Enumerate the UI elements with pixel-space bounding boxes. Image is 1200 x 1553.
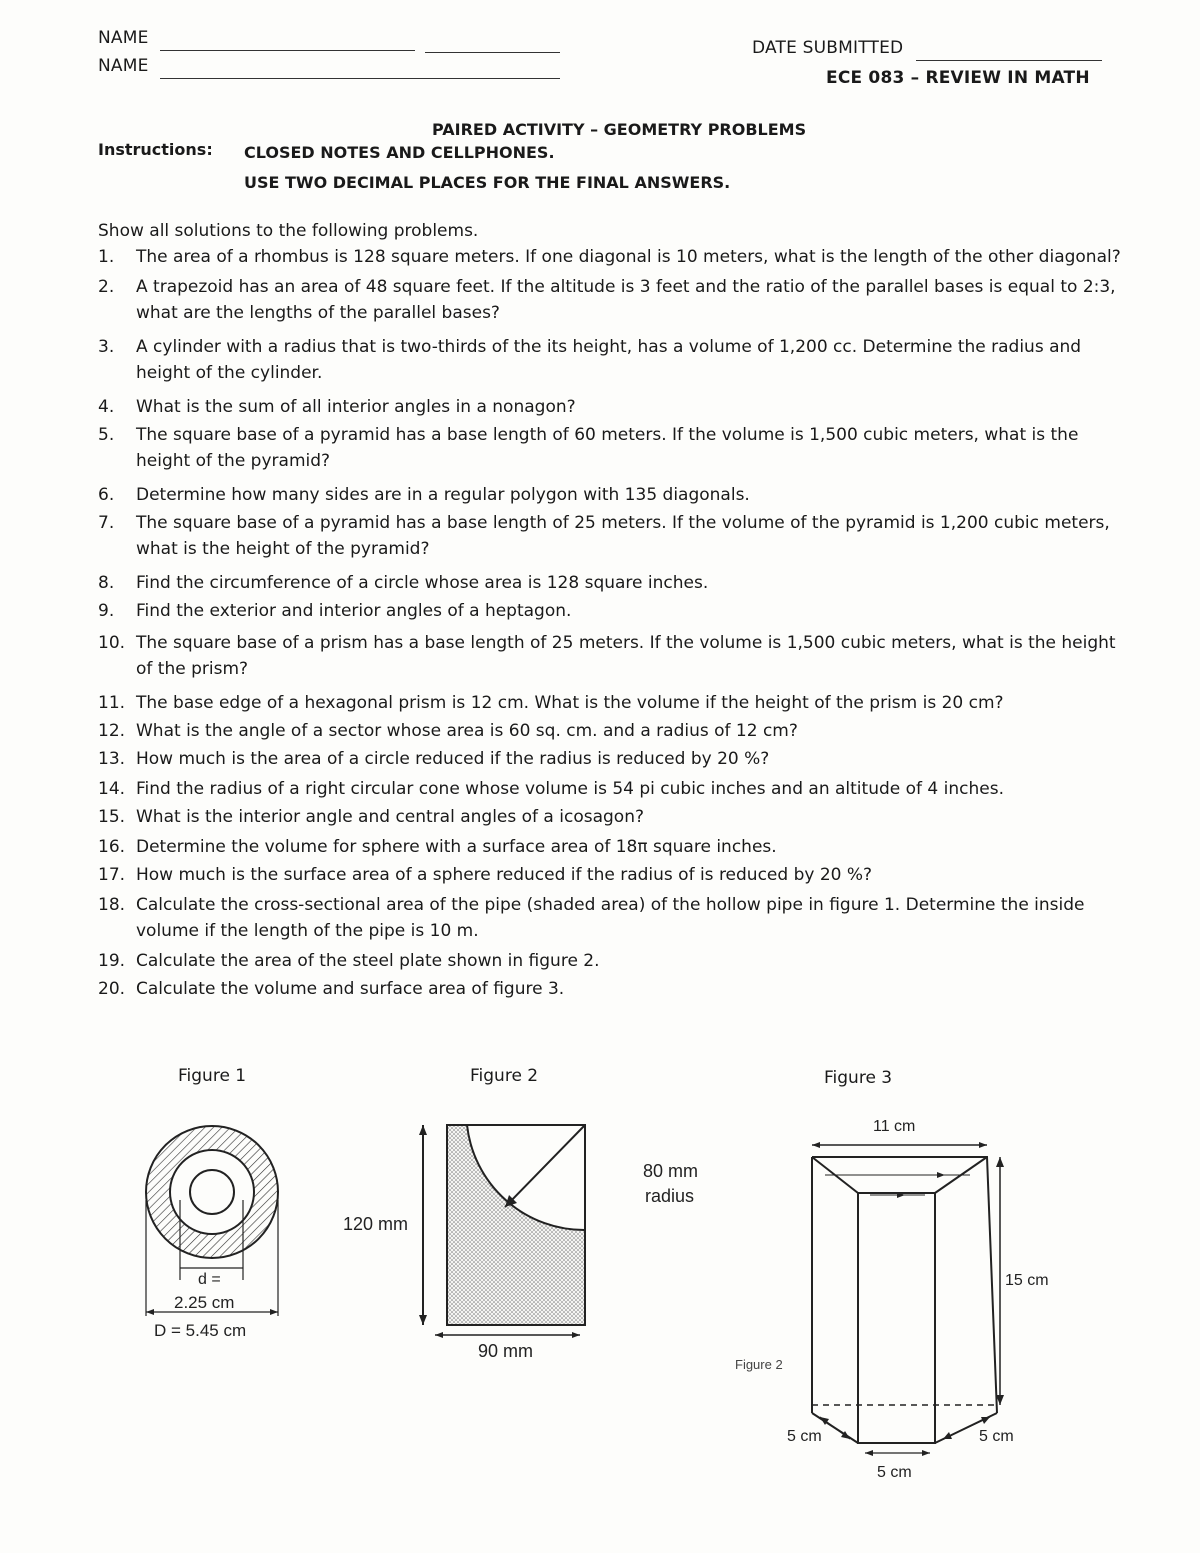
problem-item (98, 776, 1158, 802)
problem-number: 9. (98, 601, 115, 621)
course-title: ECE 083 – REVIEW IN MATH (826, 68, 1090, 88)
right-dim-label: 5 cm (979, 1428, 1014, 1445)
problem-item (98, 570, 1158, 596)
figure-1-title: Figure 1 (178, 1066, 247, 1086)
figure-1-diagram (130, 1100, 300, 1345)
problem-item (98, 690, 1158, 716)
problem-number: 20. (98, 979, 126, 999)
problem-item (98, 862, 1158, 888)
radius-arrow (505, 1125, 585, 1207)
problem-number: 18. (98, 895, 126, 915)
height-label: 120 mm (343, 1214, 409, 1234)
problem-number: 14. (98, 779, 126, 799)
figure-2-diagram (335, 1115, 725, 1365)
date-underline[interactable] (916, 60, 1102, 61)
problem-number: 5. (98, 425, 115, 445)
problem-text-cont: height of the pyramid? (136, 451, 331, 471)
problem-text: How much is the area of a circle reduced if the radius is reduced by 20 %? (136, 749, 770, 769)
top-dim-label: 11 cm (873, 1118, 916, 1135)
problem-item (98, 274, 1158, 326)
left-dim-label: 5 cm (787, 1428, 822, 1445)
date-submitted-label: DATE SUBMITTED (752, 38, 904, 58)
radius-label-1: 80 mm (643, 1161, 699, 1181)
problem-item (98, 482, 1158, 508)
figure-3-diagram (725, 1105, 1065, 1485)
problem-item (98, 598, 1158, 624)
problem-text: Calculate the area of the steel plate shown in figure 2. (136, 951, 600, 971)
problem-number: 12. (98, 721, 126, 741)
steel-plate-shaded (447, 1125, 585, 1325)
D-label: D = 5.45 cm (154, 1321, 247, 1340)
problem-item (98, 834, 1158, 860)
problem-item (98, 394, 1158, 420)
name-label-1: NAME (98, 28, 149, 48)
instructions-label: Instructions: (98, 140, 213, 159)
d-label: d = (198, 1271, 221, 1288)
problem-item (98, 334, 1158, 386)
name-underline-1[interactable] (160, 50, 415, 51)
problem-number: 7. (98, 513, 115, 533)
problem-number: 4. (98, 397, 115, 417)
problem-item (98, 422, 1158, 474)
problem-number: 17. (98, 865, 126, 885)
figure-3-title: Figure 3 (824, 1068, 893, 1088)
problem-text: Determine the volume for sphere with a surface area of 18π square inches. (136, 837, 777, 857)
problem-text-cont: volume if the length of the pipe is 10 m. (136, 921, 479, 941)
problem-text: What is the interior angle and central angles of a icosagon? (136, 807, 644, 827)
instructions-line-1: CLOSED NOTES AND CELLPHONES. (244, 143, 555, 162)
inner-circle (190, 1170, 234, 1214)
problem-text-cont: what is the height of the pyramid? (136, 539, 430, 559)
instructions-line-2: USE TWO DECIMAL PLACES FOR THE FINAL ANSWERS. (244, 173, 731, 192)
problem-item (98, 718, 1158, 744)
problem-number: 13. (98, 749, 126, 769)
problem-number: 19. (98, 951, 126, 971)
problem-text: Calculate the volume and surface area of figure 3. (136, 979, 565, 999)
problem-item (98, 510, 1158, 562)
problem-text: The square base of a pyramid has a base length of 25 meters. If the volume of the pyramid is 1,200 cubic meters, (136, 513, 1110, 533)
problem-number: 10. (98, 633, 126, 653)
page-title: PAIRED ACTIVITY – GEOMETRY PROBLEMS (432, 120, 807, 139)
problem-text: The square base of a prism has a base length of 25 meters. If the volume is 1,500 cubic meters, what is the height (136, 633, 1116, 653)
problem-number: 1. (98, 247, 115, 267)
problem-text: How much is the surface area of a sphere reduced if the radius of is reduced by 20 %? (136, 865, 873, 885)
width-label: 90 mm (478, 1341, 534, 1361)
problem-item (98, 804, 1158, 830)
problem-number: 15. (98, 807, 126, 827)
problem-item (98, 892, 1158, 944)
problem-text-cont: height of the cylinder. (136, 363, 323, 383)
stray-figure-label: Figure 2 (735, 1357, 783, 1372)
problem-text: What is the sum of all interior angles in a nonagon? (136, 397, 576, 417)
problem-number: 6. (98, 485, 115, 505)
problem-text: The square base of a pyramid has a base length of 60 meters. If the volume is 1,500 cubic meters, what is the (136, 425, 1079, 445)
problem-text: A cylinder with a radius that is two-thirds of the its height, has a volume of 1,200 cc. Determine the radius and (136, 337, 1082, 357)
problem-number: 16. (98, 837, 126, 857)
problem-text-cont: of the prism? (136, 659, 249, 679)
intro-text: Show all solutions to the following problems. (98, 221, 479, 241)
problem-text: Find the exterior and interior angles of a heptagon. (136, 601, 572, 621)
problem-number: 2. (98, 277, 115, 297)
problem-item (98, 746, 1158, 772)
bottom-dim-label: 5 cm (877, 1464, 912, 1481)
problem-item (98, 630, 1158, 682)
problem-text: Determine how many sides are in a regular polygon with 135 diagonals. (136, 485, 750, 505)
figure-2-title: Figure 2 (470, 1066, 539, 1086)
problem-text: The area of a rhombus is 128 square meters. If one diagonal is 10 meters, what is the length of the other diagonal? (136, 247, 1121, 267)
problem-text: Find the radius of a right circular cone whose volume is 54 pi cubic inches and an altitude of 4 inches. (136, 779, 1004, 799)
problem-item (98, 976, 1158, 1002)
problem-text: The base edge of a hexagonal prism is 12 cm. What is the volume if the height of the prism is 20 cm? (136, 693, 1004, 713)
problem-text: A trapezoid has an area of 48 square feet. If the altitude is 3 feet and the ratio of the parallel bases is equal to 2:3, (136, 277, 1116, 297)
problem-text: What is the angle of a sector whose area is 60 sq. cm. and a radius of 12 cm? (136, 721, 798, 741)
d-value: 2.25 cm (174, 1293, 235, 1312)
problem-number: 11. (98, 693, 126, 713)
name-underline-2[interactable] (160, 78, 560, 79)
problem-text: Find the circumference of a circle whose area is 128 square inches. (136, 573, 709, 593)
radius-label-2: radius (645, 1186, 695, 1206)
name-label-2: NAME (98, 56, 149, 76)
problem-text-cont: what are the lengths of the parallel bases? (136, 303, 500, 323)
height-dim-label: 15 cm (1005, 1272, 1049, 1289)
problem-number: 8. (98, 573, 115, 593)
problem-text: Calculate the cross-sectional area of the pipe (shaded area) of the hollow pipe in figure 1. Determine the inside (136, 895, 1085, 915)
problem-item (98, 948, 1158, 974)
name-underline-1b[interactable] (425, 52, 560, 53)
problem-number: 3. (98, 337, 115, 357)
problem-item (98, 244, 1158, 270)
